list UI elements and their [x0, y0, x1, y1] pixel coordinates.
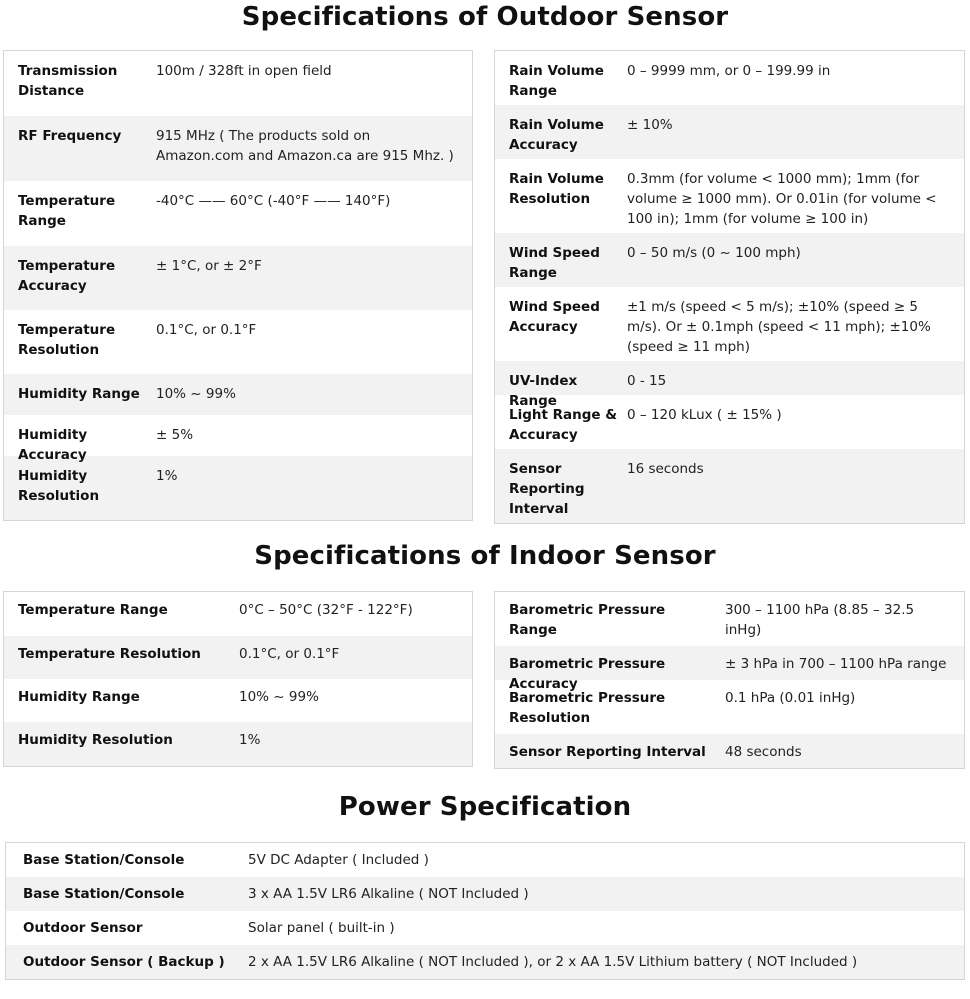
- spec-value: 0°C – 50°C (32°F - 122°F): [239, 602, 413, 618]
- spec-value: 48 seconds: [725, 744, 802, 760]
- spec-row: [4, 415, 472, 463]
- spec-label: Light Range & Accuracy: [509, 407, 618, 443]
- spec-row: [495, 449, 964, 523]
- spec-row: [495, 734, 964, 768]
- spec-label: Temperature Range: [18, 193, 116, 229]
- spec-label: Wind Speed Accuracy: [509, 299, 600, 335]
- spec-value: ±1 m/s (speed < 5 m/s); ±10% (speed ≥ 5 m/s). Or ± 0.1mph (speed < 11 mph); ±10% (speed ≥ 11 mph): [627, 299, 931, 355]
- outdoor-spec-table-left: [3, 50, 473, 521]
- spec-value: ± 5%: [156, 427, 194, 443]
- spec-row: [495, 361, 964, 409]
- spec-row: [6, 911, 964, 945]
- spec-value: 0 - 15: [627, 373, 667, 389]
- spec-row: [4, 181, 472, 246]
- spec-row: [4, 51, 472, 116]
- spec-value: ± 10%: [627, 117, 673, 133]
- spec-row: [495, 646, 964, 692]
- spec-label: Wind Speed Range: [509, 245, 600, 281]
- spec-row: [495, 287, 964, 361]
- spec-label: Base Station/Console: [23, 852, 185, 868]
- spec-value: 0.1°C, or 0.1°F: [239, 646, 340, 662]
- spec-label: Humidity Range: [18, 689, 140, 705]
- spec-value: 0.1 hPa (0.01 inHg): [725, 690, 856, 706]
- spec-label: Humidity Accuracy: [18, 427, 88, 463]
- indoor-heading: Specifications of Indoor Sensor: [254, 541, 716, 571]
- spec-label: Humidity Resolution: [18, 468, 100, 504]
- spec-value: Solar panel ( built-in ): [248, 920, 395, 936]
- indoor-spec-table-left: [3, 591, 473, 767]
- spec-row: [4, 679, 472, 722]
- spec-row: [4, 456, 472, 520]
- spec-value: 5V DC Adapter ( Included ): [248, 852, 429, 868]
- spec-label: Rain Volume Range: [509, 63, 604, 99]
- spec-label: Humidity Resolution: [18, 732, 173, 748]
- outdoor-heading: Specifications of Outdoor Sensor: [241, 2, 729, 32]
- indoor-spec-table-right: [494, 591, 965, 769]
- spec-row: [4, 374, 472, 415]
- spec-value: ± 3 hPa in 700 – 1100 hPa range: [725, 656, 947, 672]
- spec-value: 2 x AA 1.5V LR6 Alkaline ( NOT Included ), or 2 x AA 1.5V Lithium battery ( NOT Included ): [248, 954, 858, 970]
- spec-row: [495, 680, 964, 734]
- outdoor-spec-table-right: [494, 50, 965, 524]
- spec-value: -40°C —— 60°C (-40°F —— 140°F): [156, 193, 391, 209]
- spec-row: [4, 722, 472, 766]
- spec-value: 0 – 120 kLux ( ± 15% ): [627, 407, 782, 423]
- spec-label: Barometric Pressure Range: [509, 602, 666, 638]
- spec-label: Temperature Resolution: [18, 646, 201, 662]
- spec-label: Base Station/Console: [23, 886, 185, 902]
- spec-row: [4, 246, 472, 310]
- spec-value: 100m / 328ft in open field: [156, 63, 332, 79]
- spec-value: 915 MHz ( The products sold on Amazon.com and Amazon.ca are 915 Mhz. ): [156, 128, 454, 164]
- spec-row: [495, 51, 964, 105]
- spec-row: [4, 116, 472, 181]
- power-spec-table: [5, 842, 965, 980]
- spec-value: 10% ~ 99%: [239, 689, 319, 705]
- power-heading: Power Specification: [338, 792, 632, 822]
- spec-label: Transmission Distance: [18, 63, 118, 99]
- spec-row: [495, 105, 964, 159]
- spec-value: 1%: [156, 468, 178, 484]
- spec-label: Temperature Range: [18, 602, 168, 618]
- spec-value: 0 – 50 m/s (0 ~ 100 mph): [627, 245, 801, 261]
- spec-row: [495, 233, 964, 287]
- spec-value: ± 1°C, or ± 2°F: [156, 258, 262, 274]
- spec-row: [4, 310, 472, 374]
- spec-label: Temperature Accuracy: [18, 258, 116, 294]
- spec-row: [6, 843, 964, 877]
- spec-label: Barometric Pressure Accuracy: [509, 656, 666, 692]
- spec-label: Outdoor Sensor ( Backup ): [23, 954, 225, 970]
- spec-label: Rain Volume Accuracy: [509, 117, 604, 153]
- spec-value: 0 – 9999 mm, or 0 – 199.99 in: [627, 63, 831, 79]
- spec-label: Humidity Range: [18, 386, 140, 402]
- spec-row: [4, 636, 472, 679]
- spec-label: UV-Index Range: [509, 373, 578, 409]
- spec-row: [6, 945, 964, 979]
- spec-label: Temperature Resolution: [18, 322, 116, 358]
- spec-row: [495, 159, 964, 233]
- spec-value: 10% ~ 99%: [156, 386, 236, 402]
- spec-row: [4, 592, 472, 636]
- spec-row: [6, 877, 964, 911]
- spec-label: Sensor Reporting Interval: [509, 744, 706, 760]
- spec-label: Outdoor Sensor: [23, 920, 143, 936]
- spec-value: 0.3mm (for volume < 1000 mm); 1mm (for volume ≥ 1000 mm). Or 0.01in (for volume < 100 in); 1mm (for volume ≥ 100 in): [627, 171, 937, 227]
- spec-value: 16 seconds: [627, 461, 704, 477]
- spec-label: Rain Volume Resolution: [509, 171, 604, 207]
- spec-value: 3 x AA 1.5V LR6 Alkaline ( NOT Included ): [248, 886, 529, 902]
- spec-value: 0.1°C, or 0.1°F: [156, 322, 257, 338]
- spec-value: 300 – 1100 hPa (8.85 – 32.5 inHg): [725, 602, 915, 638]
- spec-label: Sensor Reporting Interval: [509, 461, 585, 517]
- spec-value: 1%: [239, 732, 261, 748]
- spec-row: [495, 592, 964, 646]
- spec-label: Barometric Pressure Resolution: [509, 690, 666, 726]
- spec-label: RF Frequency: [18, 128, 122, 144]
